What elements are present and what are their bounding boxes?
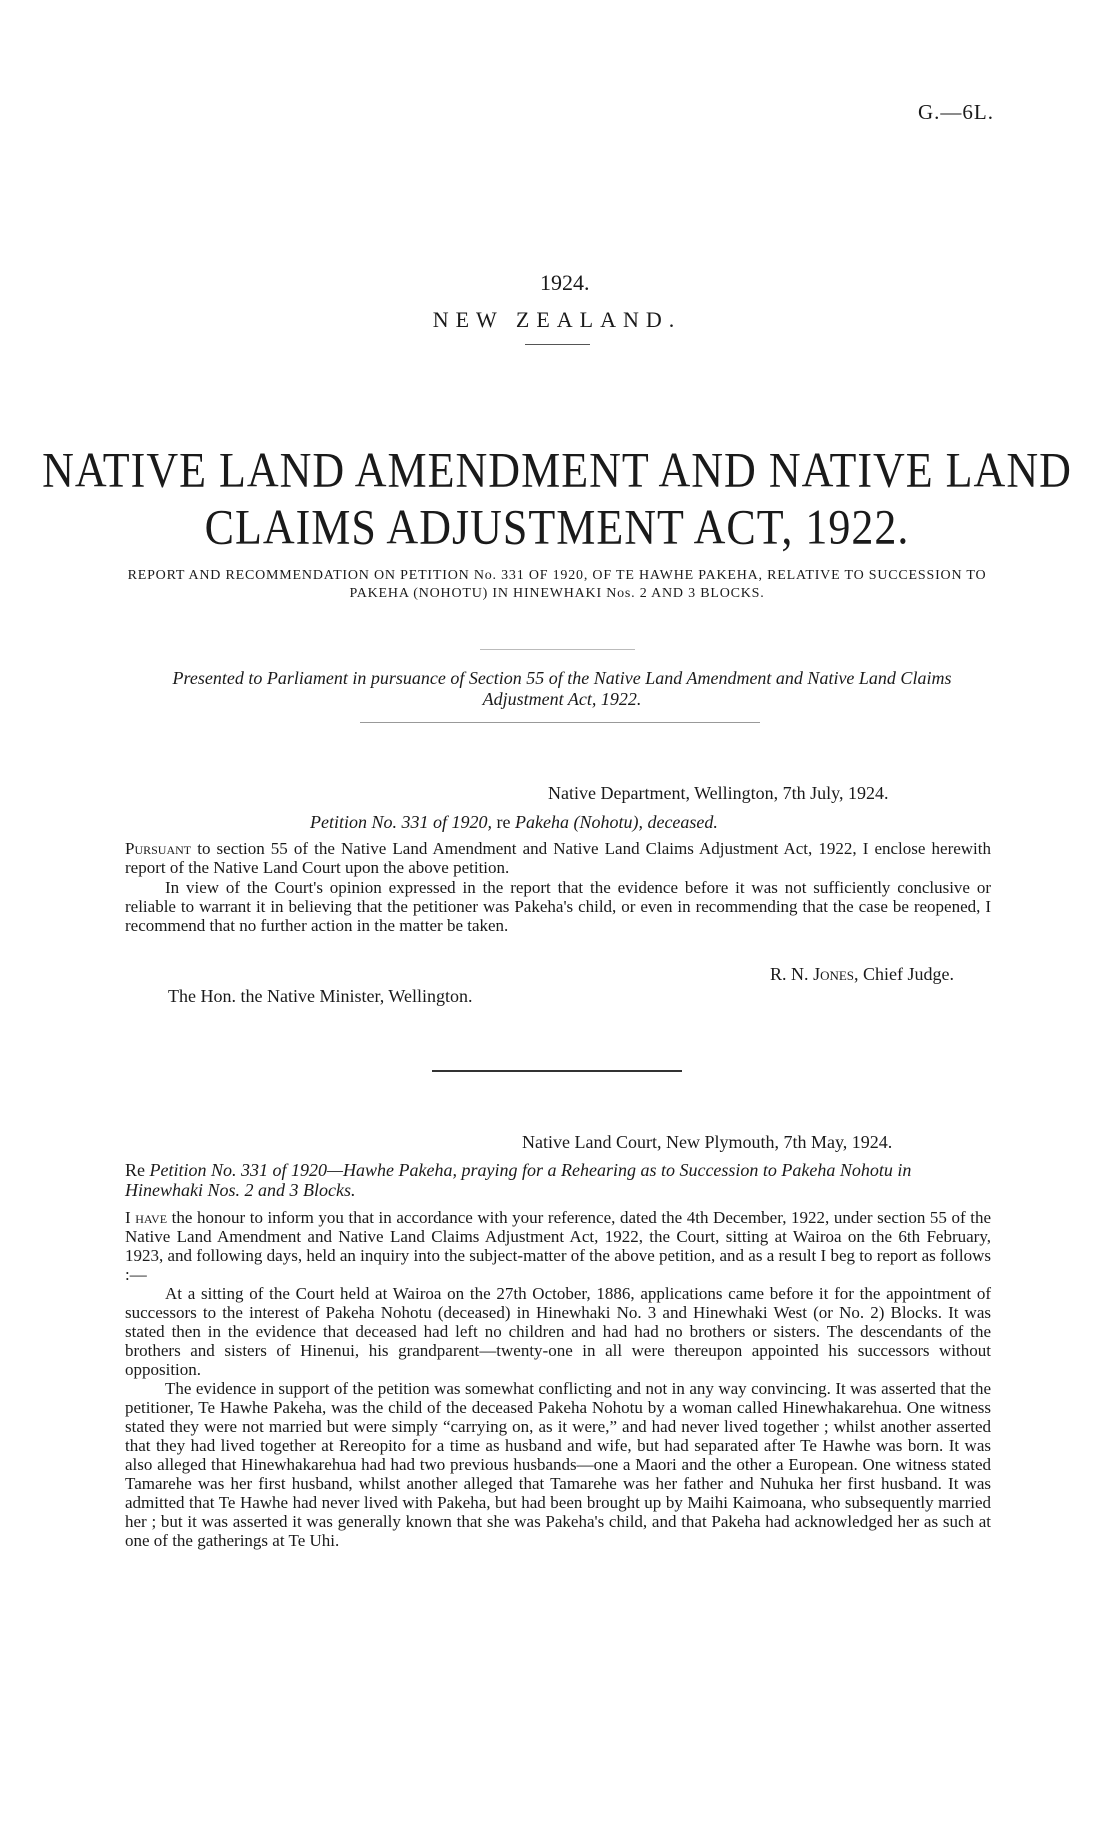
signature-initials: R. N.	[770, 964, 809, 984]
divider-rule	[360, 722, 760, 723]
paragraph-lead: I have	[125, 1208, 168, 1227]
divider-rule	[432, 1070, 682, 1072]
letter1-addressee: The Hon. the Native Minister, Wellington.	[168, 986, 473, 1006]
paragraph-text: the honour to inform you that in accordance with your reference, dated the 4th December, 1922, under section 55 of the Native Land Amendment and Native Land Claims Adjustment Act, 1922, the Court, sitting at Wairoa on the 6th February, 1923, and following days, held an inquiry into the subject-matter of the above petition, and as a result I beg to report as follows :—	[125, 1208, 992, 1284]
re-prefix: Re	[125, 1160, 145, 1180]
re-text: Petition No. 331 of 1920—Hawhe Pakeha, praying for a Rehearing as to Succession to Pakeha Nohotu in Hinewhaki Nos. 2 and 3 Blocks.	[125, 1160, 912, 1200]
petition-subject: Pakeha (Nohotu), deceased.	[514, 812, 718, 832]
paragraph-text: to section 55 of the Native Land Amendment and Native Land Claims Adjustment Act, 1922, I enclose herewith report of the Native Land Court upon the above petition.	[125, 839, 992, 877]
presented-note: Presented to Parliament in pursuance of Section 55 of the Native Land Amendment and Native Land Claims Adjustment Act, 1922.	[172, 668, 952, 709]
signature-name: Jones,	[813, 964, 859, 984]
petition-label: Petition No. 331 of 1920,	[310, 812, 492, 832]
country-heading: NEW ZEALAND.	[432, 307, 682, 332]
letter1-signature	[770, 964, 954, 985]
document-year: 1924.	[540, 270, 590, 295]
letter2-dateline: Native Land Court, New Plymouth, 7th May, 1924.	[522, 1132, 893, 1152]
document-title-line-2: CLAIMS ADJUSTMENT ACT, 1922.	[204, 500, 910, 555]
letter2-paragraph-3: The evidence in support of the petition was somewhat conflicting and not in any way convincing. It was asserted that the petitioner, Te Hawhe Pakeha, was the child of the deceased Pakeha Nohotu by a woman called Hinewhakarehua. One witness stated they were not married but were simply “carrying on, as it were,” and had never lived together ; whilst another asserted that they had lived together at Rereopito for a time as husband and wife, but had separated after Te Hawhe was born. It was also alleged that Hinewhakarehua had had two previous husbands—one a Maori and the other a European. One witness stated Tamarehe was her first husband, whilst another alleged that Tamarehe was her father and Nuhuka her first husband. It was admitted that Te Hawhe had never lived with Pakeha, but had been brought up by Maihi Kaimoana, who subsequently married her ; but it was asserted it was generally known that she was Pakeha's child, and that Pakeha had acknowledged her as such at one of the gatherings at Te Uhi.	[125, 1379, 991, 1550]
letter2-paragraph-2: At a sitting of the Court held at Wairoa on the 27th October, 1886, applications came before it for the appointment of successors to the interest of Pakeha Nohotu (deceased) in Hinewhaki No. 3 and Hinewhaki West (or No. 2) Blocks. It was stated then in the evidence that deceased had left no children and had had no brothers or sisters. The descendants of the brothers and sisters of Hinenui, his grandparent—twenty-one in all were thereupon appointed his successors without opposition.	[125, 1284, 991, 1379]
letter1-paragraph-2: In view of the Court's opinion expressed in the report that the evidence before it was not sufficiently conclusive or reliable to warrant it in believing that the petitioner was Pakeha's child, or even in recommending that the case be reopened, I recommend that no further action in the matter be taken.	[125, 878, 991, 935]
letter1-dateline: Native Department, Wellington, 7th July, 1924.	[548, 783, 889, 803]
letter2-re-heading	[125, 1160, 991, 1200]
petition-re: re	[496, 812, 511, 832]
document-subtitle: REPORT AND RECOMMENDATION ON PETITION No. 331 OF 1920, OF TE HAWHE PAKEHA, RELATIVE TO SUCCESSION TO PAKEHA (NOHOTU) IN HINEWHAKI Nos. 2 AND 3 BLOCKS.	[127, 568, 987, 601]
paper-reference: G.—6L.	[918, 100, 994, 124]
letter1-petition-heading	[310, 812, 718, 833]
divider-rule	[480, 649, 635, 650]
letter2-paragraph-1	[125, 1208, 991, 1284]
document-title-line-1: NATIVE LAND AMENDMENT AND NATIVE LAND	[42, 443, 1072, 498]
signature-title: Chief Judge.	[863, 964, 954, 984]
divider-rule	[525, 344, 590, 345]
letter1-paragraph-1	[125, 839, 991, 877]
letter2-body	[125, 1208, 991, 1550]
paragraph-lead: Pursuant	[125, 839, 192, 858]
